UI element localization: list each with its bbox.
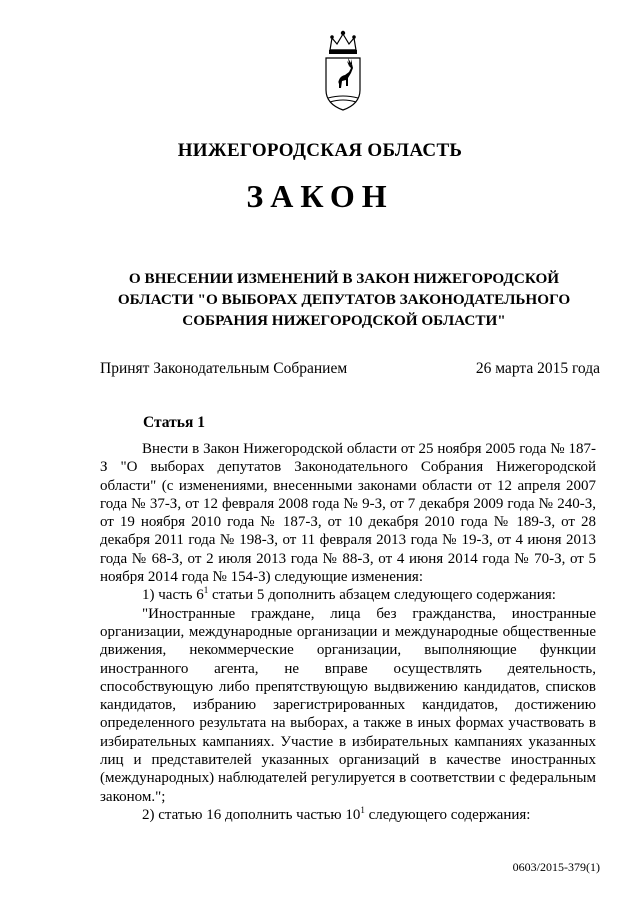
- coat-of-arms-emblem: [318, 28, 368, 114]
- superscript: 1: [360, 804, 365, 815]
- document-code: 0603/2015-379(1): [512, 860, 600, 874]
- amendment-item-1-rest: статьи 5 дополнить абзацем следующего содержания:: [208, 587, 556, 604]
- amendment-quote: "Иностранные граждане, лица без гражданства, иностранные организации, международные организации и международные общественные движения, некоммерческие организации, выполняющие функции иностранного агента, не вправе осуществлять деятельность, способствующую либо препятствующую выдвижению кандидатов, списков кандидатов, избранию зарегистрированных кандидатов, достижению определенного результата на выборах, а также в иных формах участвовать в избирательных кампаниях. Участие в избирательных кампаниях указанных лиц и представителей указанных организаций в качестве иностранных (международных) наблюдателей регулируется в соответствии с федеральным законом.";: [100, 605, 596, 805]
- adoption-date: 26 марта 2015 года: [475, 360, 600, 377]
- amendment-item-2-rest: следующего содержания:: [364, 806, 531, 823]
- article-body: [100, 440, 596, 824]
- article-title: Статья 1: [143, 414, 205, 431]
- law-heading: О ВНЕСЕНИИ ИЗМЕНЕНИЙ В ЗАКОН НИЖЕГОРОДСКОЙ ОБЛАСТИ "О ВЫБОРАХ ДЕПУТАТОВ ЗАКОНОДАТЕЛЬНОГО СОБРАНИЯ НИЖЕГОРОДСКОЙ ОБЛАСТИ": [117, 270, 571, 329]
- adoption-text: Принят Законодательным Собранием: [100, 360, 348, 377]
- region-name: НИЖЕГОРОДСКАЯ ОБЛАСТЬ: [177, 140, 463, 161]
- amendment-item-2-text: 2) статью 16 дополнить частью 10: [142, 806, 361, 823]
- amendment-item-2: [100, 806, 596, 824]
- superscript: 1: [203, 585, 209, 596]
- article-intro: Внести в Закон Нижегородской области от 25 ноября 2005 года № 187-З "О выборах депутатов Законодательного Собрания Нижегородской области" (с изменениями, внесенными законами области от 12 апреля 2007 года № 37-З, от 12 февраля 2008 года № 9-З, от 7 декабря 2009 года № 240-З, от 19 ноября 2010 года № 187-З, от 10 декабря 2010 года № 189-З, от 28 декабря 2011 года № 198-З, от 11 февраля 2013 года № 19-З, от 4 июня 2013 года № 68-З, от 2 июля 2013 года № 88-З, от 4 июня 2014 года № 70-З, от 5 ноября 2014 года № 154-З) следующие изменения:: [100, 441, 596, 586]
- law-title: ЗАКОН: [246, 178, 394, 214]
- amendment-item-1-text: 1) часть 6: [142, 587, 204, 604]
- amendment-item-1: [100, 586, 596, 604]
